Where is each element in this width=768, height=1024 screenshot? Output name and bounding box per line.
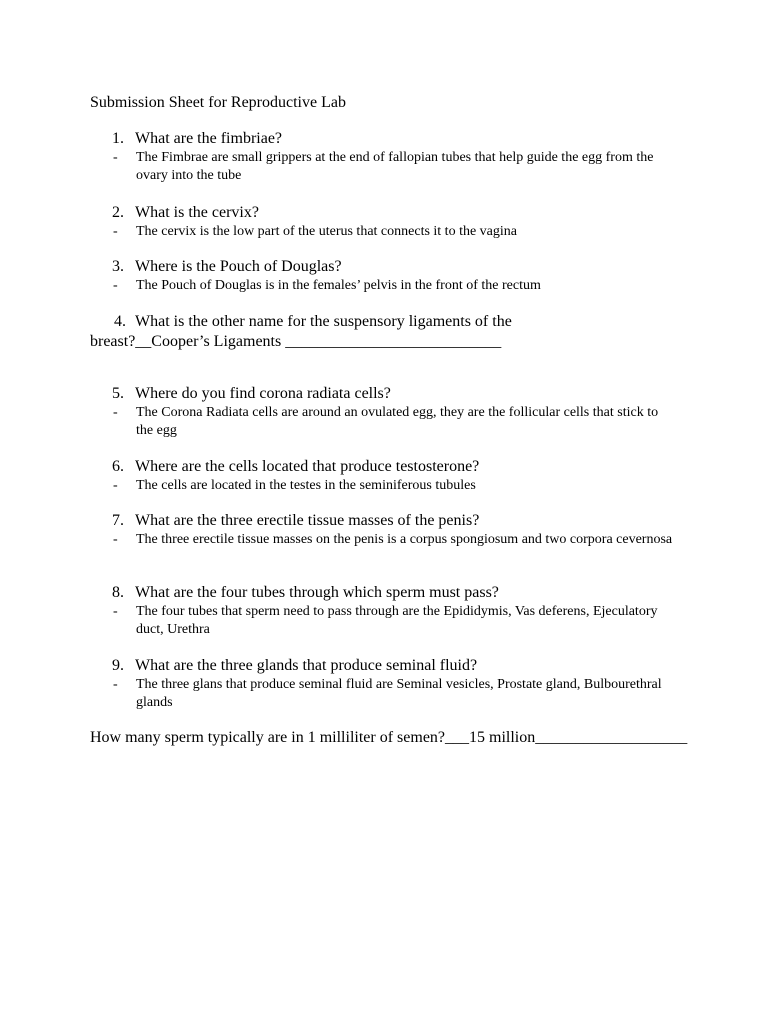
answer-dash: -	[113, 150, 118, 165]
question-text: What is the cervix?	[135, 204, 259, 221]
question-text: What are the fimbriae?	[135, 130, 283, 147]
answer-text: The cervix is the low part of the uterus that connects it to the vagina	[136, 224, 517, 239]
answer-dash: -	[113, 532, 118, 547]
question-number: 6.	[112, 458, 124, 475]
question-text: Where is the Pouch of Douglas?	[135, 258, 342, 275]
question-number: 5.	[112, 385, 124, 402]
answer-text: The Corona Radiata cells are around an ovulated egg, they are the follicular cells that stick to the egg	[136, 405, 659, 438]
question-text: Where do you find corona radiata cells?	[135, 385, 391, 402]
answer-text: The three erectile tissue masses on the penis is a corpus spongiosum and two corpora cevernosa	[136, 532, 673, 547]
final-question: How many sperm typically are in 1 milliliter of semen?___15 million___________________	[90, 729, 688, 746]
question-4	[114, 312, 512, 332]
question-text: What are the four tubes through which sperm must pass?	[135, 584, 499, 601]
answer-dash: -	[113, 278, 118, 293]
question-number: 3.	[112, 258, 124, 275]
question-4-answer-line: breast?__Cooper’s Ligaments ___________________________	[90, 333, 502, 350]
question-number: 4.	[114, 313, 126, 330]
answer-dash: -	[113, 478, 118, 493]
question-number: 2.	[112, 204, 124, 221]
answer-text: The Pouch of Douglas is in the females’ pelvis in the front of the rectum	[136, 278, 541, 293]
question-text: What are the three erectile tissue masses of the penis?	[135, 512, 480, 529]
answer-dash: -	[113, 405, 118, 420]
question-number: 7.	[112, 512, 124, 529]
question-number: 9.	[112, 657, 124, 674]
question-number: 8.	[112, 584, 124, 601]
answer-dash: -	[113, 604, 118, 619]
question-number: 1.	[112, 130, 124, 147]
question-text: What is the other name for the suspensory ligaments of the	[135, 313, 512, 330]
answer-dash: -	[113, 224, 118, 239]
question-text: Where are the cells located that produce testosterone?	[135, 458, 480, 475]
document-title: Submission Sheet for Reproductive Lab	[90, 94, 346, 111]
question-text: What are the three glands that produce seminal fluid?	[135, 657, 478, 674]
answer-text: The Fimbrae are small grippers at the end of fallopian tubes that help guide the egg from the ovary into the tube	[136, 150, 654, 183]
answer-text: The cells are located in the testes in the seminiferous tubules	[136, 478, 476, 493]
answer-text: The four tubes that sperm need to pass through are the Epididymis, Vas deferens, Ejeculatory duct, Urethra	[136, 604, 658, 637]
answer-dash: -	[113, 677, 118, 692]
answer-text: The three glans that produce seminal fluid are Seminal vesicles, Prostate gland, Bulbourethral glands	[136, 677, 662, 710]
